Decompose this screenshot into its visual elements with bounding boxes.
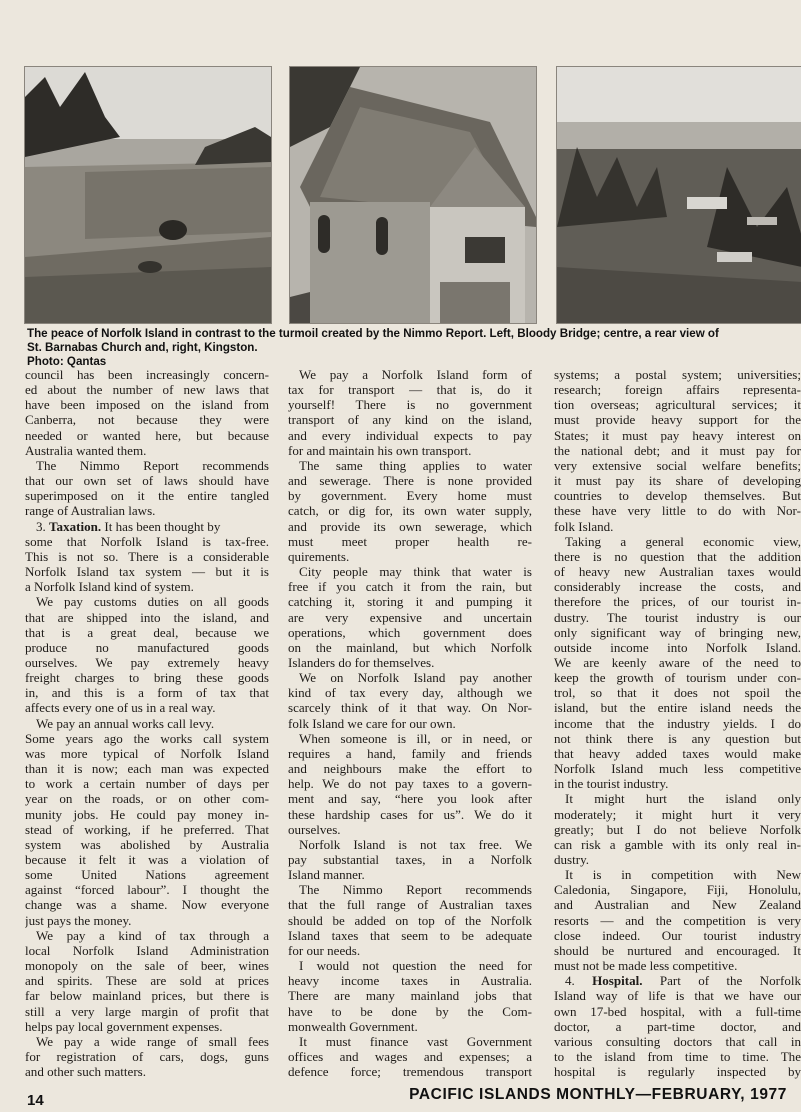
text-line: The same thing applies to water bbox=[299, 457, 532, 473]
text-line: scarcely think of it that way. On Nor- bbox=[288, 700, 532, 716]
text-line: greatly; but I do not believe Norfolk bbox=[554, 821, 801, 837]
text-line: range of Australian laws. bbox=[25, 503, 156, 519]
text-line: must meet proper health re- bbox=[288, 533, 532, 549]
magazine-issue-title: PACIFIC ISLANDS MONTHLY—FEBRUARY, 1977 bbox=[409, 1086, 787, 1103]
text-line: The Nimmo Report recommends bbox=[36, 457, 269, 473]
text-line: ourselves. We pay extremely heavy bbox=[25, 654, 269, 670]
text-line: that are shipped into the island, and bbox=[25, 609, 269, 625]
text-line: must provide heavy support for the bbox=[554, 412, 801, 428]
text-line: a Norfolk Island kind of system. bbox=[25, 579, 194, 595]
text-line: for our needs. bbox=[288, 942, 361, 958]
text-line: various consulting doctors that call in bbox=[554, 1033, 801, 1049]
text-line: Island manner. bbox=[288, 867, 365, 883]
text-line: I would not question the need for bbox=[299, 958, 532, 974]
text-line: We are keenly aware of the need to bbox=[554, 654, 801, 670]
text-line: doctor, a part-time doctor, and bbox=[554, 1018, 801, 1034]
text-line: ourselves. bbox=[288, 821, 341, 837]
church-illustration bbox=[290, 67, 536, 323]
text-line: produce no manufactured goods bbox=[25, 639, 269, 655]
page-number: 14 bbox=[27, 1092, 44, 1109]
text-line: There are many mainland jobs that bbox=[288, 988, 532, 1004]
text-line: It must finance vast Government bbox=[299, 1033, 532, 1049]
text-line: Norfolk Island is not tax free. We bbox=[299, 836, 532, 852]
text-line: It might hurt the island only bbox=[565, 791, 801, 807]
text-line: these hardship cases for us”. We do it bbox=[288, 806, 532, 822]
text-line: are very expensive and uncertain bbox=[288, 609, 532, 625]
text-line: by government. Every home must bbox=[288, 488, 532, 504]
text-line: The Nimmo Report recommends bbox=[299, 882, 532, 898]
text-line: monopoly on the sale of beer, wines bbox=[25, 958, 269, 974]
section-heading-taxation: 3. Taxation. It has been thought by bbox=[36, 518, 221, 534]
text-line: and every individual expects to pay bbox=[288, 427, 532, 443]
text-line: Taking a general economic view, bbox=[565, 533, 801, 549]
text-line: research; foreign affairs representa- bbox=[554, 382, 801, 398]
text-line: for registration of cars, dogs, guns bbox=[25, 1049, 269, 1065]
text-line: still a very large margin of profit that bbox=[25, 1003, 269, 1019]
text-line: to work a certain number of days per bbox=[25, 776, 269, 792]
text-line: tax for transport — that is, do it bbox=[288, 382, 532, 398]
text-line: the national debt; and it must pay for bbox=[554, 442, 801, 458]
text-line: against “forced labour”. I thought the bbox=[25, 882, 269, 898]
text-line: that heavy added taxes would make bbox=[554, 745, 801, 761]
text-line: kind of tax every day, although we bbox=[288, 685, 532, 701]
text-line: transport of any kind on the island, bbox=[288, 412, 532, 428]
photo-kingston bbox=[556, 66, 801, 324]
text-line: defence force; tremendous transport bbox=[288, 1064, 532, 1080]
text-line: that our own set of laws should have bbox=[25, 473, 269, 489]
text-line: munity jobs. He could pay money in- bbox=[25, 806, 269, 822]
text-line: there is no question that the addition bbox=[554, 548, 801, 564]
kingston-illustration bbox=[557, 67, 801, 323]
text-line: Some years ago the works call system bbox=[25, 730, 269, 746]
text-line: can risk a gamble with its only real in- bbox=[554, 836, 801, 852]
text-line: island, but the entire island needs the bbox=[554, 700, 801, 716]
section-heading-hospital: 4. Hospital. Part of the Norfolk bbox=[565, 973, 801, 989]
text-line: hospital is regularly inspected by bbox=[554, 1064, 801, 1080]
text-line: have been imposed on the island from bbox=[25, 397, 269, 413]
bloody-bridge-illustration bbox=[25, 67, 271, 323]
text-line: own 17-bed hospital, with a full-time bbox=[554, 1003, 801, 1019]
text-line: Caledonia, Singapore, Fiji, Honolulu, bbox=[554, 882, 801, 898]
text-line: very extensive social welfare benefits; bbox=[554, 457, 801, 473]
text-line: some that Norfolk Island is tax-free. bbox=[25, 533, 269, 549]
text-line: should be nurtured and encouraged. It bbox=[554, 942, 801, 958]
article-column-1 bbox=[25, 367, 269, 1079]
text-line: We pay a kind of tax through a bbox=[36, 927, 269, 943]
page-footer bbox=[0, 1087, 801, 1112]
text-line: in, and this is a form of tax that bbox=[25, 685, 269, 701]
text-line: not think there is any question but bbox=[554, 730, 801, 746]
text-line: and sewerage. There is none provided bbox=[288, 473, 532, 489]
text-line: income that the industry yields. I do bbox=[554, 715, 801, 731]
text-line: that is a great deal, because we bbox=[25, 624, 269, 640]
text-line: We on Norfolk Island pay another bbox=[299, 670, 532, 686]
text-line: operations, which government does bbox=[288, 624, 532, 640]
text-line: stead of working, if he preferred. That bbox=[25, 821, 269, 837]
text-line: council has been increasingly concern- bbox=[25, 367, 269, 382]
text-line: catch, or dig for, its own water supply, bbox=[288, 503, 532, 519]
text-line: should be added on top of the Norfolk bbox=[288, 912, 532, 928]
text-line: resorts — and the competition is very bbox=[554, 912, 801, 928]
photo-bloody-bridge bbox=[24, 66, 272, 324]
text-line: it must pay its share of developing bbox=[554, 473, 801, 489]
text-line: catching it, storing it and pumping it bbox=[288, 594, 532, 610]
text-line: of heavy new Australian taxes would bbox=[554, 564, 801, 580]
text-line: freight charges to bring these goods bbox=[25, 670, 269, 686]
article-column-3 bbox=[554, 367, 801, 1079]
text-line: needed or wanted here, but because bbox=[25, 427, 269, 443]
text-line: Canberra, not because they were bbox=[25, 412, 269, 428]
text-line: We pay an annual works call levy. bbox=[36, 715, 215, 731]
text-line: in the tourist industry. bbox=[554, 776, 669, 792]
text-line: considerably increase the costs, and bbox=[554, 579, 801, 595]
text-line: folk Island. bbox=[554, 518, 614, 534]
text-line: systems; a postal system; universities; bbox=[554, 367, 801, 382]
text-line: to the island from time to time. The bbox=[554, 1049, 801, 1065]
text-line: and Australian and New Zealand bbox=[554, 897, 801, 913]
text-line: local Norfolk Island Administration bbox=[25, 942, 269, 958]
text-line: ment and say, “here you look after bbox=[288, 791, 532, 807]
text-line: Island taxes that seem to be adequate bbox=[288, 927, 532, 943]
text-line: City people may think that water is bbox=[299, 564, 532, 580]
text-line: than it is now; each man was expected bbox=[25, 761, 269, 777]
text-line: close indeed. Our tourist industry bbox=[554, 927, 801, 943]
text-line: offices and wages and expenses; a bbox=[288, 1049, 532, 1065]
text-line: States; it must pay heavy interest on bbox=[554, 427, 801, 443]
text-line: requires a hand, family and friends bbox=[288, 745, 532, 761]
text-line: Norfolk Island tax system — but it is bbox=[25, 564, 269, 580]
text-line: folk Island we care for our own. bbox=[288, 715, 456, 731]
text-line: change was a shame. Now everyone bbox=[25, 897, 269, 913]
caption-credit: Photo: Qantas bbox=[27, 355, 107, 368]
text-line: year on the roads, or on other com- bbox=[25, 791, 269, 807]
text-line: and spirits. These are sold at prices bbox=[25, 973, 269, 989]
text-line: We pay a wide range of small fees bbox=[36, 1033, 269, 1049]
text-line: just pays the money. bbox=[25, 912, 132, 928]
text-line: that the full range of Australian taxes bbox=[288, 897, 532, 913]
text-line: This is not so. There is a considerable bbox=[25, 548, 269, 564]
text-line: therefore the prices, of our tourist in- bbox=[554, 594, 801, 610]
text-line: dustry. The tourist industry is our bbox=[554, 609, 801, 625]
text-line: dustry. bbox=[554, 852, 590, 867]
caption-line-1: The peace of Norfolk Island in contrast to the turmoil created by the Nimmo Report. Left, Bloody Bridge; centre, a rear view of bbox=[27, 327, 719, 340]
text-line: and other such matters. bbox=[25, 1064, 147, 1080]
text-line: quirements. bbox=[288, 548, 350, 564]
text-line: Norfolk Island much less competitive bbox=[554, 761, 801, 777]
text-line: have to be done by the Com- bbox=[288, 1003, 532, 1019]
text-line: yourself! There is no government bbox=[288, 397, 532, 413]
text-line: pay substantial taxes, in a Norfolk bbox=[288, 852, 532, 867]
text-line: helps pay local government expenses. bbox=[25, 1018, 223, 1034]
article-column-2 bbox=[288, 367, 532, 1079]
text-line: because it felt it was a violation of bbox=[25, 852, 269, 867]
caption-line-2: St. Barnabas Church and, right, Kingston. bbox=[27, 341, 258, 354]
text-line: moderately; it might hurt it very bbox=[554, 806, 801, 822]
text-line: and provide its own sewerage, which bbox=[288, 518, 532, 534]
text-line: affects every one of us in a real way. bbox=[25, 700, 216, 716]
text-line: monwealth Government. bbox=[288, 1018, 418, 1034]
text-line: and neighbours make the effort to bbox=[288, 761, 532, 777]
text-line: on the mainland, but which Norfolk bbox=[288, 639, 532, 655]
text-line: was more typical of Norfolk Island bbox=[25, 745, 269, 761]
text-line: countries to develop themselves. But bbox=[554, 488, 801, 504]
text-line: free if you catch it from the rain, but bbox=[288, 579, 532, 595]
text-line: ed about the number of new laws that bbox=[25, 382, 269, 398]
text-line: outside income into Norfolk Island. bbox=[554, 639, 801, 655]
text-line: far below mainland prices, but there is bbox=[25, 988, 269, 1004]
text-line: heavy income taxes in Australia. bbox=[288, 973, 532, 989]
photo-st-barnabas-church bbox=[289, 66, 537, 324]
text-line: for and maintain his own transport. bbox=[288, 442, 472, 458]
text-line: trol, so that it does not spoil the bbox=[554, 685, 801, 701]
text-line: It is in competition with New bbox=[565, 867, 801, 883]
text-line: We pay customs duties on all goods bbox=[36, 594, 269, 610]
text-line: Australia wanted them. bbox=[25, 442, 147, 458]
text-line: keep the growth of tourism under con- bbox=[554, 670, 801, 686]
text-line: Islanders do for themselves. bbox=[288, 654, 435, 670]
photo-caption bbox=[27, 327, 801, 369]
text-line: When someone is ill, or in need, or bbox=[299, 730, 532, 746]
text-line: help. We do not pay taxes to a govern- bbox=[288, 776, 532, 792]
text-line: superimposed on it the entire tangled bbox=[25, 488, 269, 504]
text-line: tion overseas; agricultural services; it bbox=[554, 397, 801, 413]
text-line: Island way of life is that we have our bbox=[554, 988, 801, 1004]
text-line: only significant way of bringing new, bbox=[554, 624, 801, 640]
text-line: system was abolished by Australia bbox=[25, 836, 269, 852]
text-line: We pay a Norfolk Island form of bbox=[299, 367, 532, 382]
text-line: must not be made less competitive. bbox=[554, 958, 738, 974]
text-line: some United Nations agreement bbox=[25, 867, 269, 883]
text-line: these have very little to do with Nor- bbox=[554, 503, 801, 519]
